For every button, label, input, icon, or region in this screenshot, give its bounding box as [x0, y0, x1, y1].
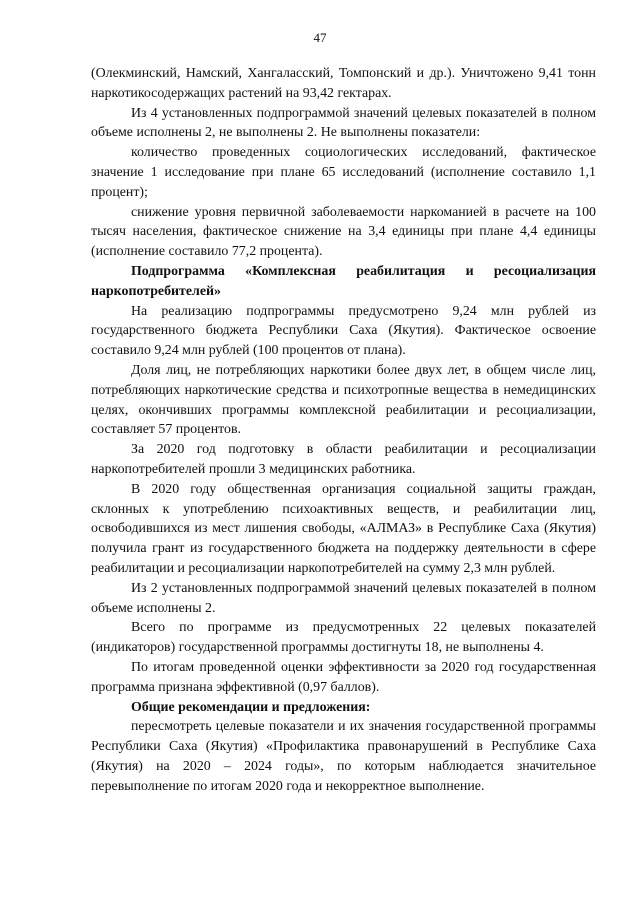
paragraph-share: Доля лиц, не потребляющих наркотики более двух лет, в общем числе лиц, потребляющих наркотические средства и психотропные вещества в немедицинских целях, окончивших программы комплексной реабилитации и ресоциализации, составляет 57 процентов. — [91, 362, 596, 438]
subprogram-heading: Подпрограмма «Комплексная реабилитация и ресоциализация наркопотребителей» — [91, 263, 596, 299]
paragraph-training: За 2020 год подготовку в области реабилитации и ресоциализации наркопотребителей прошли 3 медицинских работника. — [91, 442, 596, 477]
paragraph-continuation: (Олекминский, Намский, Хангаласский, Томпонский и др.). Уничтожено 9,41 тонн наркотикосодержащих растений на 93,42 гектарах. — [91, 66, 596, 101]
paragraph-recommendation: пересмотреть целевые показатели и их значения государственной программы Республики Саха (Якутия) «Профилактика правонарушений в Республике Саха (Якутия) на 2020 – 2024 годы», по которым наблюдается значительное перевыполнение по итогам 2020 года и некорректное выполнение. — [91, 719, 596, 794]
paragraph-evaluation: По итогам проведенной оценки эффективности за 2020 год государственная программа признана эффективной (0,97 баллов). — [91, 659, 596, 695]
paragraph-indicator-morbidity: снижение уровня первичной заболеваемости наркоманией в расчете на 100 тысяч населения, фактическое снижение на 3,4 единицы при плане 4,4 единицы (исполнение составило 77,2 процента). — [91, 204, 596, 260]
paragraph-subprogram-indicators: Из 2 установленных подпрограммой значений целевых показателей в полном объеме исполнены 2. — [91, 580, 596, 616]
document-body — [91, 64, 596, 796]
page-number: 47 — [313, 30, 327, 45]
paragraph-grant: В 2020 году общественная организация социальной защиты граждан, склонных к употреблению психоактивных веществ, и реабилитации лиц, освободившихся из мест лишения свободы, «АЛМАЗ» в Республике Саха (Якутия) получила грант из государственного бюджета на поддержку деятельности в сфере реабилитации и ресоциализации наркопотребителей на сумму 2,3 млн рублей. — [91, 481, 596, 576]
paragraph-indicator-surveys: количество проведенных социологических исследований, фактическое значение 1 исследование при плане 65 исследований (исполнение составило 1,1 процент); — [91, 145, 596, 200]
paragraph-program-total: Всего по программе из предусмотренных 22 целевых показателей (индикаторов) государственной программы достигнуты 18, не выполнены 4. — [91, 620, 596, 656]
paragraph-funding: На реализацию подпрограммы предусмотрено 9,24 млн рублей из государственного бюджета Республики Саха (Якутия). Фактическое освоение составило 9,24 млн рублей (100 процентов от плана). — [91, 303, 596, 359]
recommendations-heading: Общие рекомендации и предложения: — [131, 699, 371, 715]
paragraph-indicators-summary: Из 4 установленных подпрограммой значений целевых показателей в полном объеме исполнены 2, не выполнены 2. Не выполнены показатели: — [91, 105, 596, 141]
